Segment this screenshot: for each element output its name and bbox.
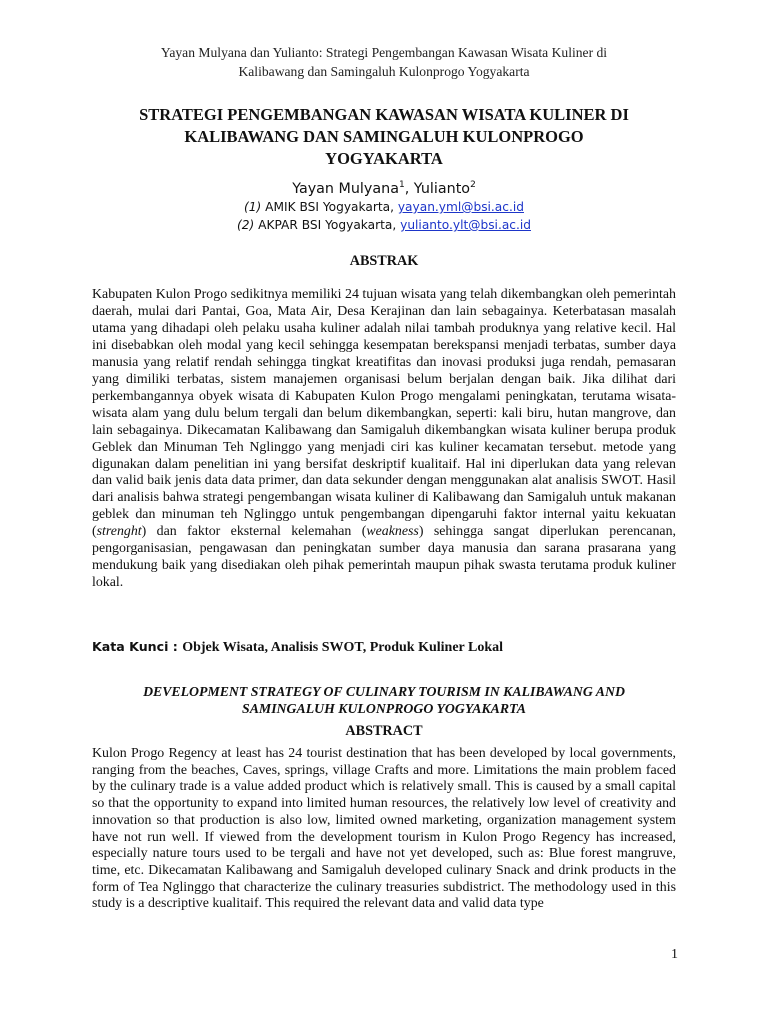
title-line: YOGYAKARTA — [325, 149, 443, 168]
keywords-label: Kata Kunci : — [92, 639, 183, 654]
english-title-line: SAMINGALUH KULONPROGO YOGYAKARTA — [242, 701, 526, 716]
affiliation-text: AMIK BSI Yogyakarta, — [261, 200, 398, 214]
affiliation-number: (2) — [237, 218, 255, 232]
paper-title — [92, 104, 676, 170]
abstrak-text: ) sehingga sangat diperlukan perencanan, pengorganisasian, pengawasan dan peningkatan sumber daya manusia dan sarana prasarana yang mendukung baik yang disediakan oleh pihak pemerintah maupun pihak swasta terutama produk kuliner lokal. — [92, 524, 676, 591]
affiliation-number: (1) — [244, 200, 262, 214]
email-link[interactable]: yayan.yml@bsi.ac.id — [397, 200, 524, 214]
email-link[interactable]: yulianto.ylt@bsi.ac.id — [400, 218, 531, 232]
page-number: 1 — [671, 947, 678, 962]
english-title-line: DEVELOPMENT STRATEGY OF CULINARY TOURISM IN KALIBAWANG AND — [143, 684, 625, 699]
abstrak-term-strenght: strenght — [96, 524, 142, 540]
abstrak-text: ) dan faktor eksternal kelemahan ( — [141, 524, 367, 540]
author-name: Yayan Mulyana — [292, 181, 399, 197]
keywords-text: Objek Wisata, Analisis SWOT, Produk Kuliner Lokal — [182, 640, 504, 655]
running-header — [110, 43, 658, 81]
author-list — [150, 180, 618, 198]
abstrak-paragraph — [92, 287, 676, 592]
affiliations — [150, 198, 618, 234]
abstrak-text: Kabupaten Kulon Progo sedikitnya memiliki 24 tujuan wisata yang telah dikembangkan oleh pemerintah daerah, mulai dari Pantai, Goa, Mata Air, Desa Kerajinan dan lain sebagainya. Keterbatasan masalah utama yang dihadapi oleh pelaku usaha kuliner adalah nilai tambah produknya yang relative kecil. Hal ini disebabkan oleh modal yang kecil sehingga kesempatan berekspansi menjadi terbatas, sumber daya manusia yang relatif rendah sehingga tingkat kreatifitas dan inovasi produksi juga rendah, pemasaran yang dimiliki terbatas, sistem manajemen organisasi belum berjalan dengan baik. Jika dilihat dari perkembangannya obyek wisata di Kabupaten Kulon Progo mengalami peningkatan, terutama wisata-wisata alam yang dulu belum tergali dan belum dikembangkan, seperti: kali biru, hutan mangrove, dan lain sebagainya. Dikecamatan Kalibawang dan Samigaluh dikembangkan wisata kuliner berupa produk Geblek dan Minuman Teh Nglinggo yang menjadi ciri kas kuliner kecamatan tersebut. metode yang digunakan dalam penelitian ini yang bersifat deskriptif kualitaif. Hal ini diperlukan data yang relevan dan valid baik jenis data data primer, dan data sekunder dengan menggunakan alat analisis SWOT. Hasil dari analisis bahwa strategi pengembangan wisata kuliner di Kalibawang dan Samigaluh untuk makanan geblek dan minuman teh Nglinggo untuk pengembangan dipengaruhi faktor internal yaitu kekuatan ( — [92, 287, 676, 540]
abstrak-term-weakness: weakness — [366, 524, 419, 540]
affiliation-text: AKPAR BSI Yogyakarta, — [254, 218, 401, 232]
author-name: Yulianto — [413, 181, 471, 197]
abstrak-heading: ABSTRAK — [349, 253, 419, 269]
author-separator: , — [404, 181, 414, 197]
author-affiliation-mark: 1 — [398, 180, 405, 191]
abstract-paragraph: Kulon Progo Regency at least has 24 tourist destination that has been developed by local governments, ranging from the beaches, Caves, springs, village Crafts and more. Limitations the main problem faced by the culinary trade is a value added product which is relatively small. This is caused by a small capital so that the opportunity to expand into limited human resources, the relatively low level of creativity and innovation so that production is also low, limited owned marketing, organization management system have not run well. If viewed from the development tourism in Kulon Progo Regency has increased, especially nature tours used to be tergali and have not yet developed, such as: Blue forest mangruve, time, etc. Dikecamatan Kalibawang and Samigaluh developed culinary Snack and drink products in the form of Tea Nglinggo that characterize the culinary treasuries subdistrict. The methodology used in this study is a descriptive kualitaif. This required the relevant data and valid data type — [92, 746, 676, 912]
affiliation-line — [150, 216, 618, 234]
author-affiliation-mark: 2 — [470, 180, 476, 191]
title-line: STRATEGI PENGEMBANGAN KAWASAN WISATA KULINER DI — [139, 105, 629, 124]
keywords — [92, 638, 676, 657]
english-title — [92, 683, 676, 717]
title-line: KALIBAWANG DAN SAMINGALUH KULONPROGO — [184, 127, 584, 146]
running-header-line: Kalibawang dan Samingaluh Kulonprogo Yogyakarta — [238, 64, 530, 79]
running-header-line: Yayan Mulyana dan Yulianto: Strategi Pengembangan Kawasan Wisata Kuliner di — [160, 45, 608, 60]
abstract-heading: ABSTRACT — [345, 723, 423, 739]
affiliation-line — [150, 198, 618, 216]
